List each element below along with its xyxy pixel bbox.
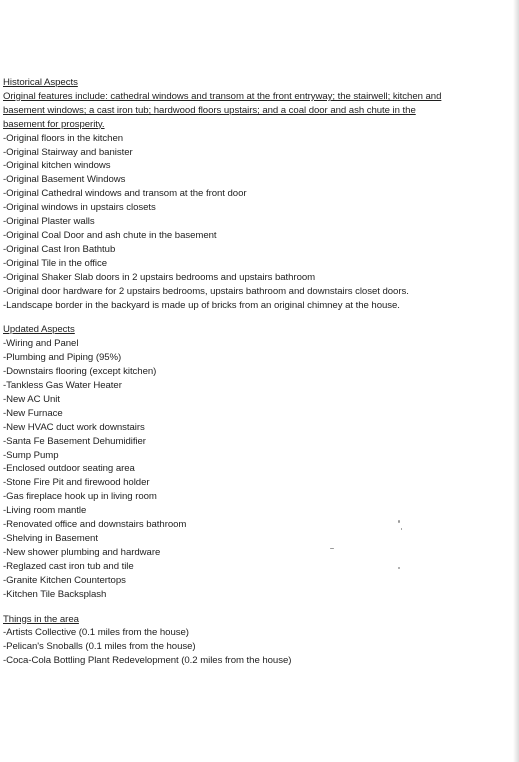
- list-item: -Living room mantle: [3, 505, 87, 517]
- list-item: -New AC Unit: [3, 393, 60, 405]
- list-item: -Original Coal Door and ash chute in the basement: [3, 229, 217, 241]
- list-item: -Enclosed outdoor seating area: [3, 463, 135, 475]
- section-heading: Historical Aspects: [3, 77, 78, 88]
- list-item: -Original Plaster walls: [3, 216, 95, 228]
- updated-aspects-section: [3, 323, 443, 601]
- list-item: -Wiring and Panel: [3, 338, 79, 350]
- historical-aspects-section: [3, 76, 443, 312]
- list-item: -Granite Kitchen Countertops: [3, 574, 126, 586]
- list-item: -Original windows in upstairs closets: [3, 202, 156, 214]
- list-item: -Coca-Cola Bottling Plant Redevelopment (0.2 miles from the house): [3, 655, 292, 667]
- list-item: -Tankless Gas Water Heater: [3, 380, 122, 392]
- list-item: -Original Cast Iron Bathtub: [3, 243, 116, 255]
- list-item: -New HVAC duct work downstairs: [3, 421, 145, 433]
- list-item: -Original Tile in the office: [3, 257, 108, 269]
- list-item: -Santa Fe Basement Dehumidifier: [3, 435, 146, 447]
- list-item: -Shelving in Basement: [3, 533, 98, 544]
- list-item: -New shower plumbing and hardware: [3, 546, 161, 558]
- page-edge-shadow: [513, 0, 519, 762]
- list-item: -Reglazed cast iron tub and tile: [3, 560, 134, 572]
- things-in-the-area-section: [3, 613, 443, 669]
- list-item: -Original Shaker Slab doors in 2 upstairs bedrooms and upstairs bathroom: [3, 271, 316, 283]
- list-item: -Stone Fire Pit and firewood holder: [3, 477, 150, 489]
- list-item: -Downstairs flooring (except kitchen): [3, 366, 157, 378]
- section-heading: Updated Aspects: [3, 324, 75, 336]
- section-intro: Original features include: cathedral windows and transom at the front entryway; the stairwell; kitchen and basement windows; a cast iron tub; hardwood floors upstairs; and a coal door and ash chute in the basement for prosperity.: [3, 90, 442, 130]
- list-item: -Original Cathedral windows and transom at the front door: [3, 188, 247, 200]
- list-item: -New Furnace: [3, 407, 63, 419]
- list-item: -Gas fireplace hook up in living room: [3, 491, 157, 503]
- list-item: -Original Basement Windows: [3, 174, 126, 186]
- list-item: -Sump Pump: [3, 449, 59, 461]
- document-body: [3, 76, 443, 668]
- list-item: -Original door hardware for 2 upstairs bedrooms, upstairs bathroom and downstairs closet doors.: [3, 285, 409, 297]
- list-item: -Landscape border in the backyard is made up of bricks from an original chimney at the house.: [3, 299, 400, 311]
- list-item: -Pelican's Snoballs (0.1 miles from the house): [3, 641, 196, 653]
- list-item: -Original floors in the kitchen: [3, 132, 124, 144]
- list-item: -Artists Collective (0.1 miles from the house): [3, 627, 189, 639]
- list-item: -Renovated office and downstairs bathroom: [3, 519, 187, 531]
- section-heading: Things in the area: [3, 613, 79, 625]
- list-item: -Kitchen Tile Backsplash: [3, 588, 107, 600]
- list-item: -Original kitchen windows: [3, 160, 111, 172]
- list-item: -Original Stairway and banister: [3, 146, 133, 158]
- list-item: -Plumbing and Piping (95%): [3, 352, 122, 364]
